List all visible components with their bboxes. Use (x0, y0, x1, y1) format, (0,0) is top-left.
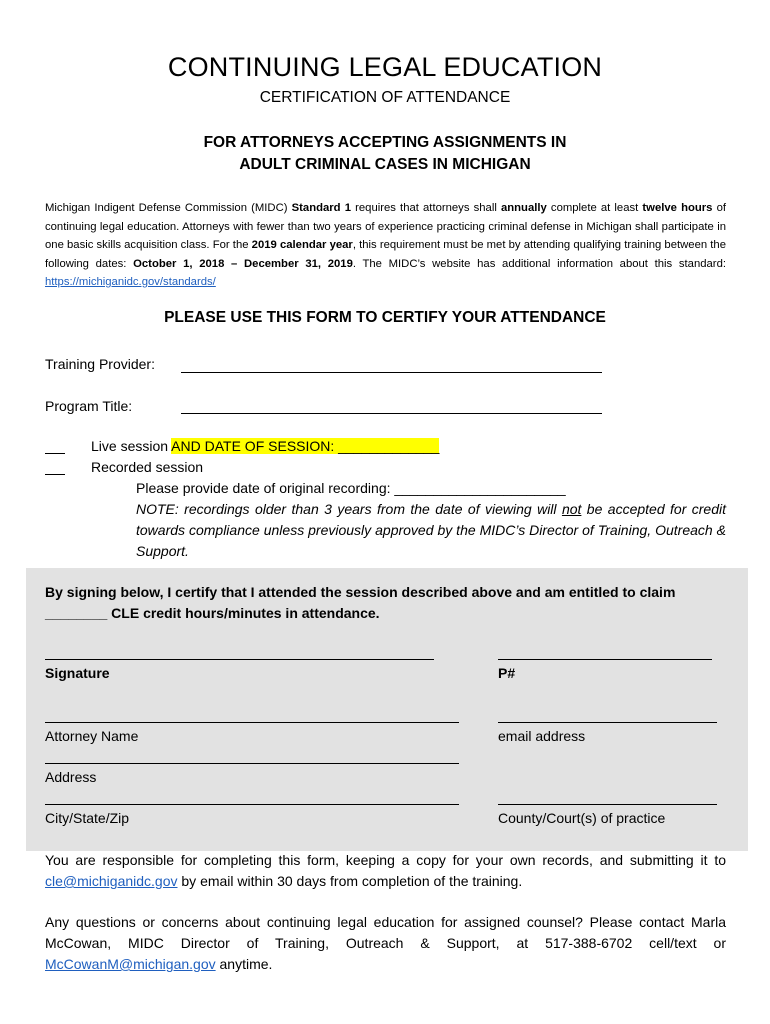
attorney-name-label: Attorney Name (45, 728, 139, 744)
recording-date-field[interactable]: Please provide date of original recording: ______________________ (136, 480, 566, 496)
city-state-zip-label: City/State/Zip (45, 810, 130, 826)
note-not-emphasis: not (561, 501, 582, 517)
document-subtitle: CERTIFICATION OF ATTENDANCE (259, 89, 511, 106)
program-title-field[interactable] (181, 413, 602, 414)
intro-text: of continuing legal education. Attorneys with fewer than two years of experience practicing criminal defense in Michigan shall participate in one basic skills acquisition class. For the (45, 202, 726, 251)
submission-text: You are responsible for completing this form, keeping a copy for your own records, and submitting it to (45, 852, 726, 868)
intro-text: requires that attorneys shall (351, 202, 501, 214)
certification-statement: By signing below, I certify that I attended the session described above and am entitled to claim ________ CLE credit hours/minutes in attendance. (45, 584, 676, 621)
email-field[interactable] (498, 722, 717, 723)
county-court-field[interactable] (498, 804, 717, 805)
city-state-zip-field[interactable] (45, 804, 459, 805)
intro-text: . The MIDC’s website has additional information about this standard: (352, 257, 726, 270)
intro-paragraph (45, 199, 726, 292)
program-title-label: Program Title: (45, 398, 133, 414)
p-number-label: P# (498, 665, 516, 681)
contact-paragraph (45, 912, 726, 975)
intro-text: complete at least (546, 202, 643, 214)
intro-text: Michigan Indigent Defense Commission (MIDC) (45, 202, 292, 214)
audience-heading-line1: FOR ATTORNEYS ACCEPTING ASSIGNMENTS IN (203, 134, 567, 151)
recorded-session-checkbox[interactable] (45, 474, 65, 475)
address-label: Address (45, 769, 97, 785)
training-provider-field[interactable] (181, 372, 602, 373)
submission-text: by email within 30 days from completion of the training. (177, 873, 523, 889)
recorded-session-label: Recorded session (91, 459, 204, 475)
session-date-highlight[interactable]: AND DATE OF SESSION: _____________ (171, 438, 440, 454)
standards-link[interactable]: https://michiganidc.gov/standards/ (45, 276, 216, 288)
audience-heading-line2: ADULT CRIMINAL CASES IN MICHIGAN (239, 156, 531, 173)
live-session-option (91, 438, 439, 454)
document-title: CONTINUING LEGAL EDUCATION (167, 52, 603, 82)
intro-bold-year: 2019 calendar year (251, 239, 353, 251)
intro-bold-annually: annually (500, 202, 547, 214)
cle-email-link[interactable]: cle@michiganidc.gov (45, 873, 178, 889)
live-session-label: Live session (91, 438, 172, 454)
contact-email-link[interactable]: McCowanM@michigan.gov (45, 956, 216, 972)
signature-field[interactable] (45, 659, 434, 660)
contact-text: Any questions or concerns about continuing legal education for assigned counsel? Please contact Marla McCowan, MIDC Director of Training, Outreach & Support, at 517-388-6702 cell/text or (45, 914, 726, 951)
intro-bold-hours: twelve hours (642, 202, 713, 214)
contact-text: anytime. (215, 956, 273, 972)
form-instruction-heading: PLEASE USE THIS FORM TO CERTIFY YOUR ATTENDANCE (164, 309, 606, 326)
submission-instructions (45, 850, 726, 892)
training-provider-label: Training Provider: (45, 356, 155, 372)
attorney-name-field[interactable] (45, 722, 459, 723)
note-text: NOTE: recordings older than 3 years from the date of viewing will (136, 501, 562, 517)
note-text: be accepted for credit towards compliance unless previously approved by the MIDC’s Director of Training, Outreach & Support. (136, 501, 726, 559)
live-session-checkbox[interactable] (45, 453, 65, 454)
recording-note (136, 499, 726, 562)
email-label: email address (498, 728, 586, 744)
intro-text: , this requirement must be met by attending qualifying training between the following dates: (45, 239, 726, 270)
county-court-label: County/Court(s) of practice (498, 810, 666, 826)
p-number-field[interactable] (498, 659, 712, 660)
intro-bold-standard: Standard 1 (291, 202, 351, 214)
signature-label: Signature (45, 665, 110, 681)
intro-bold-dates: October 1, 2018 – December 31, 2019 (133, 257, 353, 270)
address-field[interactable] (45, 763, 459, 764)
